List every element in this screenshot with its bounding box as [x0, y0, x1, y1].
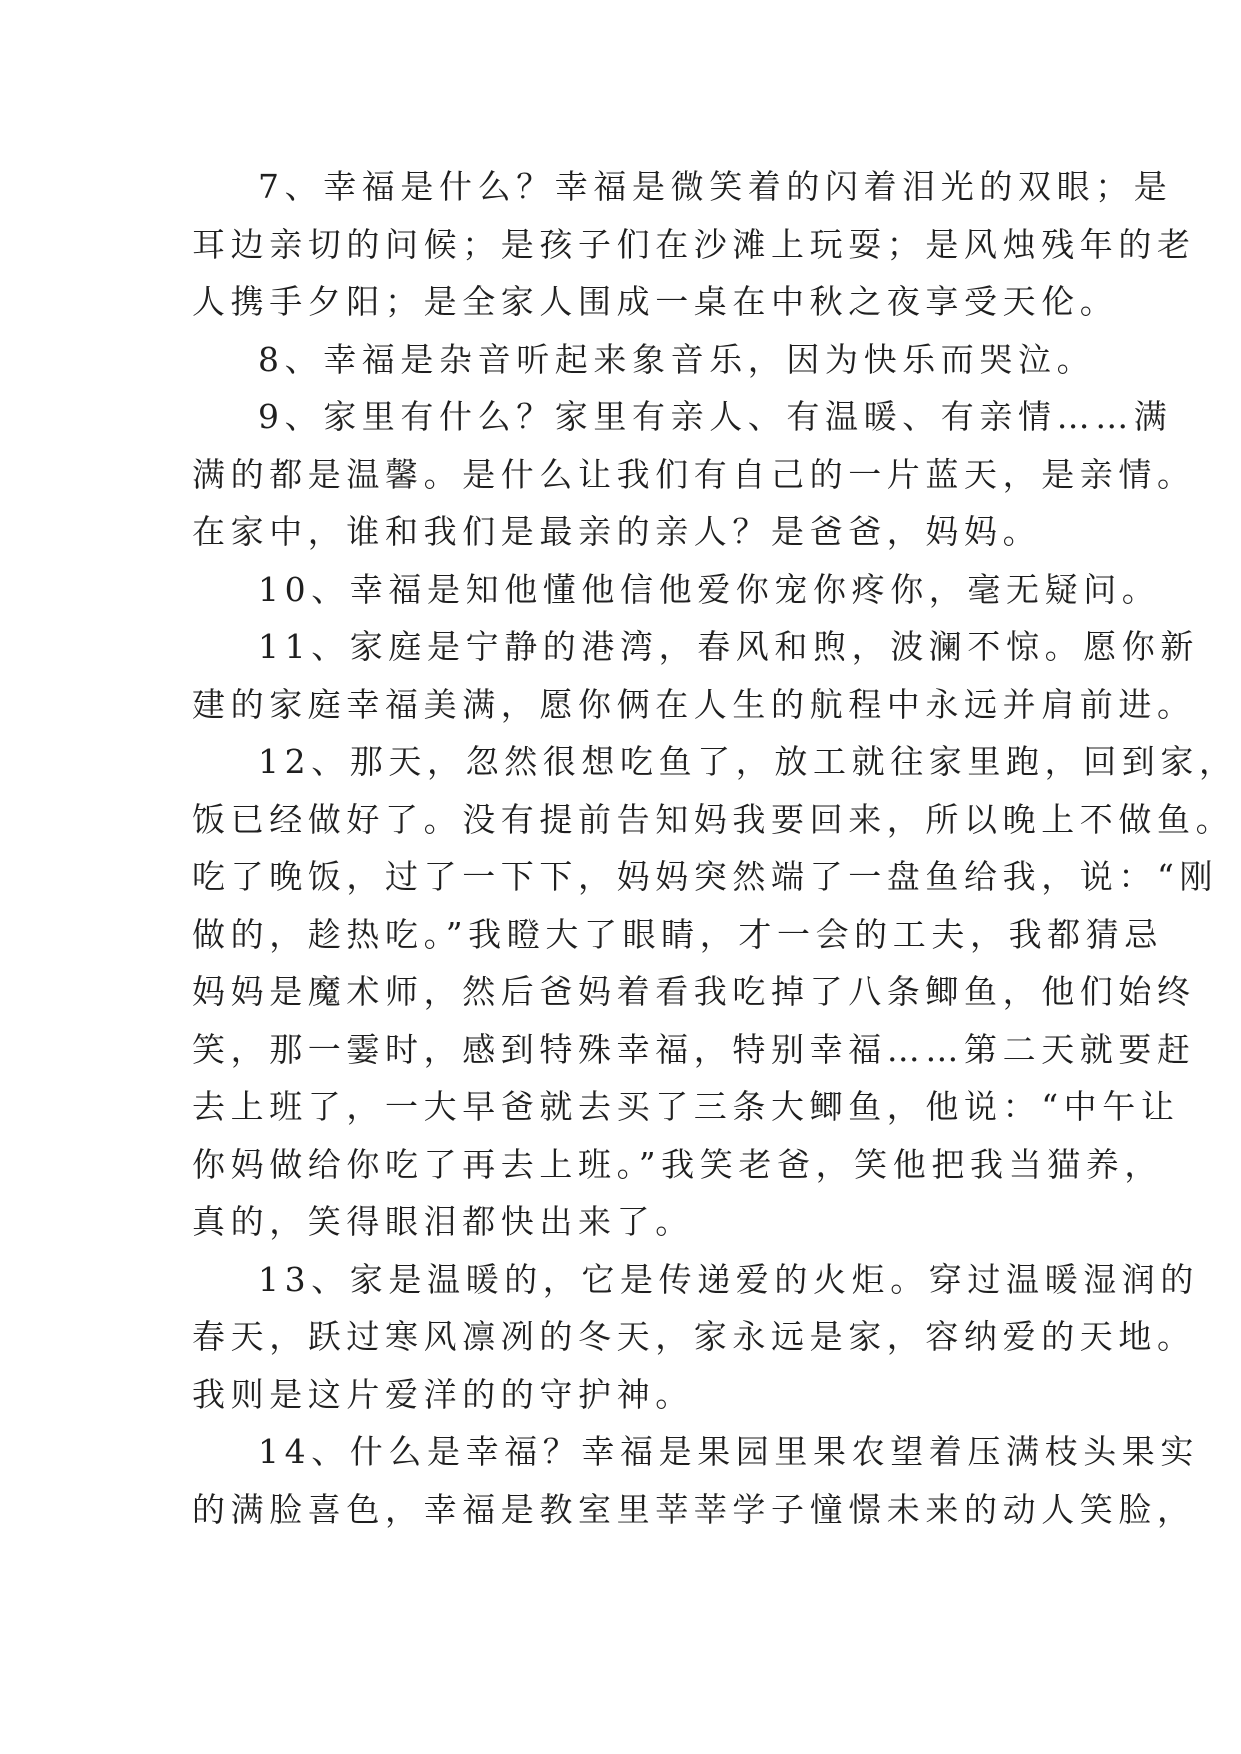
text-line: 建的家庭幸福美满，愿你俩在人生的航程中永远并肩前进。 — [192, 684, 1196, 724]
text-line: 11、家庭是宁静的港湾，春风和煦，波澜不惊。愿你新 — [258, 627, 1199, 666]
document-body — [192, 158, 1238, 1538]
text-line: 去上班了，一大早爸就去买了三条大鲫鱼，他说：“中午让 — [192, 1087, 1180, 1126]
text-line: 9、家里有什么？家里有亲人、有温暖、有亲情……满 — [258, 397, 1173, 436]
text-line: 吃了晚饭，过了一下下，妈妈突然端了一盘鱼给我，说：“刚 — [192, 857, 1219, 896]
text-line: 饭已经做好了。没有提前告知妈我要回来，所以晚上不做鱼。 — [192, 799, 1235, 839]
text-line: 的满脸喜色，幸福是教室里莘莘学子憧憬未来的动人笑脸， — [192, 1489, 1196, 1529]
text-line: 真的，笑得眼泪都快出来了。 — [192, 1202, 694, 1241]
text-line: 13、家是温暖的，它是传递爱的火炬。穿过温暖湿润的 — [258, 1259, 1199, 1299]
text-line: 在家中，谁和我们是最亲的亲人？是爸爸，妈妈。 — [192, 512, 1042, 551]
text-line: 我则是这片爱洋的的守护神。 — [192, 1374, 694, 1414]
text-line: 人携手夕阳；是全家人围成一桌在中秋之夜享受天伦。 — [192, 282, 1119, 321]
text-line: 耳边亲切的问候；是孩子们在沙滩上玩耍；是风烛残年的老 — [192, 224, 1196, 264]
text-line: 14、什么是幸福？幸福是果园里果农望着压满枝头果实 — [258, 1432, 1199, 1471]
text-line: 8、幸福是杂音听起来象音乐，因为快乐而哭泣。 — [258, 339, 1096, 379]
text-line: 10、幸福是知他懂他信他爱你宠你疼你，毫无疑问。 — [258, 569, 1161, 609]
text-line: 7、幸福是什么？幸福是微笑着的闪着泪光的双眼；是 — [258, 167, 1173, 206]
text-line: 满的都是温馨。是什么让我们有自己的一片蓝天，是亲情。 — [192, 454, 1196, 494]
text-line: 春天，跃过寒风凛冽的冬天，家永远是家，容纳爱的天地。 — [192, 1317, 1196, 1356]
text-line: 做的，趁热吃。”我瞪大了眼睛，才一会的工夫，我都猜忌 — [192, 914, 1163, 954]
text-line: 你妈做给你吃了再去上班。”我笑老爸，笑他把我当猫养， — [192, 1144, 1163, 1184]
text-line: 笑，那一霎时，感到特殊幸福，特别幸福……第二天就要赶 — [192, 1029, 1196, 1069]
text-line: 妈妈是魔术师，然后爸妈着看我吃掉了八条鲫鱼，他们始终 — [192, 972, 1196, 1011]
text-line: 12、那天，忽然很想吃鱼了，放工就往家里跑，回到家， — [258, 742, 1238, 781]
